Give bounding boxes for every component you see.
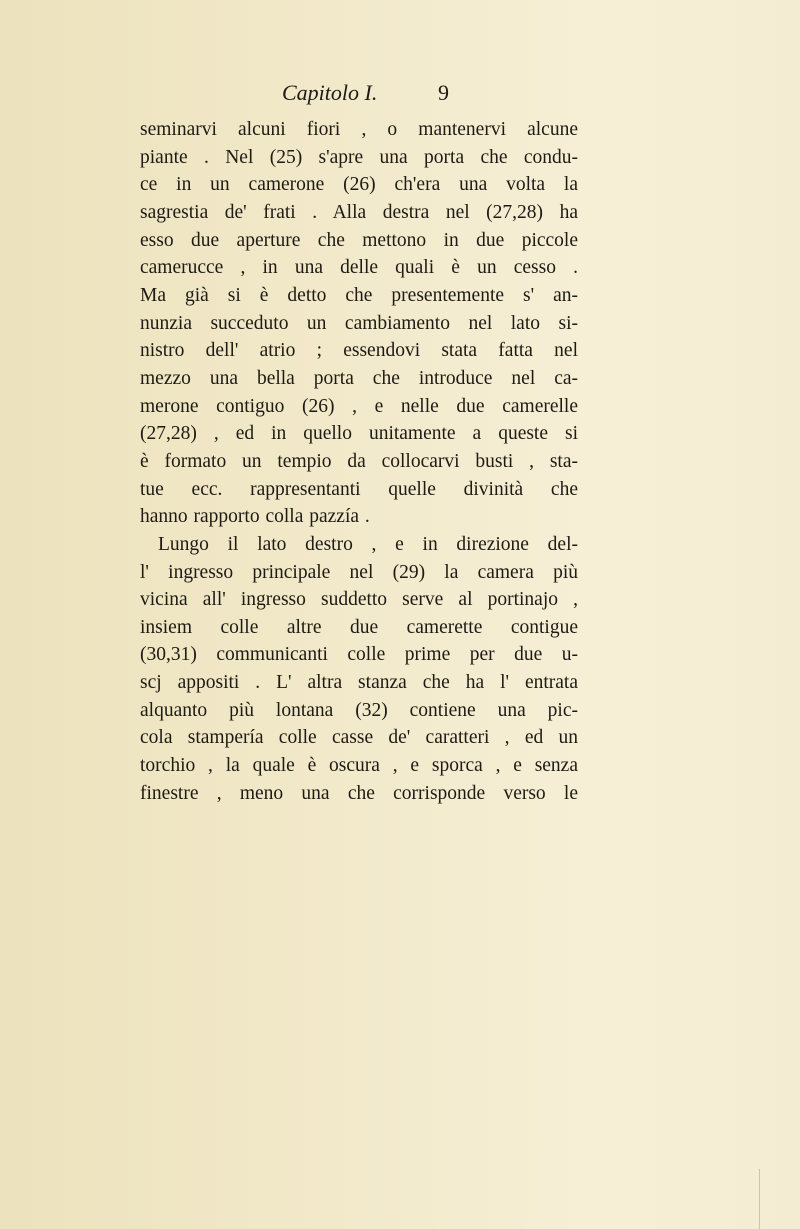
text-line: Ma già si è detto che presentemente s' an- bbox=[140, 284, 578, 306]
text-line: seminarvi alcuni fiori , o mantenervi alcune bbox=[140, 119, 578, 140]
text-line: nunzia succeduto un cambiamento nel lato si- bbox=[140, 312, 578, 334]
text-line: merone contiguo (26) , e nelle due camerelle bbox=[140, 395, 578, 417]
text-line: esso due aperture che mettono in due piccole bbox=[140, 229, 578, 251]
page-edge-mark bbox=[759, 1169, 760, 1229]
text-line: cola stampería colle casse de' caratteri , ed un bbox=[140, 727, 578, 749]
text-line: piante . Nel (25) s'apre una porta che condu- bbox=[140, 146, 578, 168]
text-line: camerucce , in una delle quali è un cesso . bbox=[140, 257, 578, 279]
body-text bbox=[140, 116, 578, 807]
text-line: tue ecc. rappresentanti quelle divinità che bbox=[140, 478, 578, 500]
text-line: vicina all' ingresso suddetto serve al portinajo , bbox=[140, 589, 578, 611]
text-line: nistro dell' atrio ; essendovi stata fatta nel bbox=[140, 340, 578, 362]
text-line: finestre , meno una che corrisponde verso le bbox=[140, 782, 578, 804]
text-line: insiem colle altre due camerette contigue bbox=[140, 616, 578, 638]
page-number: 9 bbox=[438, 80, 449, 105]
text-line: (27,28) , ed in quello unitamente a queste si bbox=[140, 423, 578, 445]
running-title: Capitolo I. bbox=[282, 80, 378, 105]
text-line: l' ingresso principale nel (29) la camera più bbox=[140, 561, 578, 583]
paragraph-end-line: hanno rapporto colla pazzía . bbox=[140, 506, 370, 528]
text-line: (30,31) communicanti colle prime per due u- bbox=[140, 644, 578, 666]
paragraph-start-line: Lungo il lato destro , e in direzione del- bbox=[158, 533, 578, 555]
text-line: è formato un tempio da collocarvi busti , sta- bbox=[140, 450, 578, 472]
text-line: ce in un camerone (26) ch'era una volta la bbox=[140, 174, 578, 196]
text-line: alquanto più lontana (32) contiene una pic- bbox=[140, 699, 578, 721]
text-line: sagrestia de' frati . Alla destra nel (27,28) ha bbox=[140, 201, 578, 223]
text-line: torchio , la quale è oscura , e sporca , e senza bbox=[140, 755, 578, 777]
page-header bbox=[140, 80, 578, 110]
text-line: scj appositi . L' altra stanza che ha l' entrata bbox=[140, 672, 578, 694]
text-line: mezzo una bella porta che introduce nel ca- bbox=[140, 367, 578, 389]
